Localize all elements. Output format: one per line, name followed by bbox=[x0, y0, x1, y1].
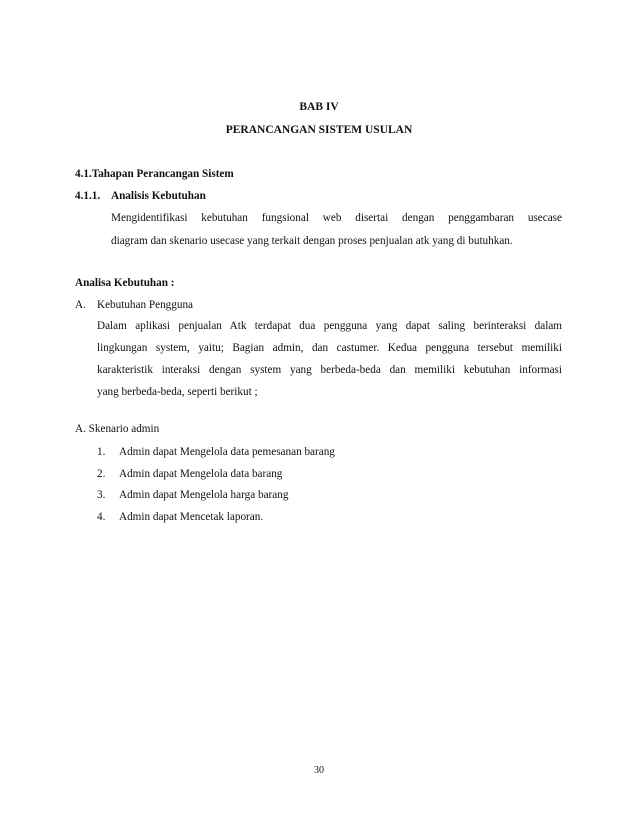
section-heading-4-1: 4.1.Tahapan Perancangan Sistem bbox=[75, 168, 234, 180]
list-item-number: 4. bbox=[97, 511, 106, 523]
page-number: 30 bbox=[314, 765, 324, 776]
paragraph-1-line-2: diagram dan skenario usecase yang terkait dengan proses penjualan atk yang di butuhkan. bbox=[111, 235, 513, 247]
subsection-title: Analisis Kebutuhan bbox=[111, 190, 206, 202]
list-item: Admin dapat Mencetak laporan. bbox=[119, 511, 264, 523]
paragraph-2-line-1: Dalam aplikasi penjualan Atk terdapat dua pengguna yang dapat saling berinteraksi dalam bbox=[97, 320, 562, 332]
item-a-letter: A. bbox=[75, 299, 86, 311]
item-a-title: Kebutuhan Pengguna bbox=[97, 299, 194, 311]
paragraph-2-line-4: yang berbeda-beda, seperti berikut ; bbox=[97, 386, 258, 398]
list-item: Admin dapat Mengelola harga barang bbox=[119, 489, 289, 501]
paragraph-2-line-3: karakteristik interaksi dengan system yang berbeda-beda dan memiliki kebutuhan informasi bbox=[97, 364, 562, 376]
list-item-number: 2. bbox=[97, 468, 106, 480]
list-item-number: 1. bbox=[97, 446, 106, 458]
list-item: Admin dapat Mengelola data pemesanan barang bbox=[119, 446, 335, 458]
chapter-number: BAB IV bbox=[299, 101, 339, 113]
list-item-number: 3. bbox=[97, 489, 106, 501]
chapter-title: PERANCANGAN SISTEM USULAN bbox=[225, 124, 413, 136]
subsection-number: 4.1.1. bbox=[75, 190, 101, 202]
analisa-heading: Analisa Kebutuhan : bbox=[75, 277, 175, 289]
list-item: Admin dapat Mengelola data barang bbox=[119, 468, 283, 480]
skenario-heading: A. Skenario admin bbox=[75, 423, 160, 435]
paragraph-1-line-1: Mengidentifikasi kebutuhan fungsional web disertai dengan penggambaran usecase bbox=[111, 212, 562, 224]
paragraph-2-line-2: lingkungan system, yaitu; Bagian admin, dan castumer. Kedua pengguna tersebut memiliki bbox=[97, 342, 562, 354]
